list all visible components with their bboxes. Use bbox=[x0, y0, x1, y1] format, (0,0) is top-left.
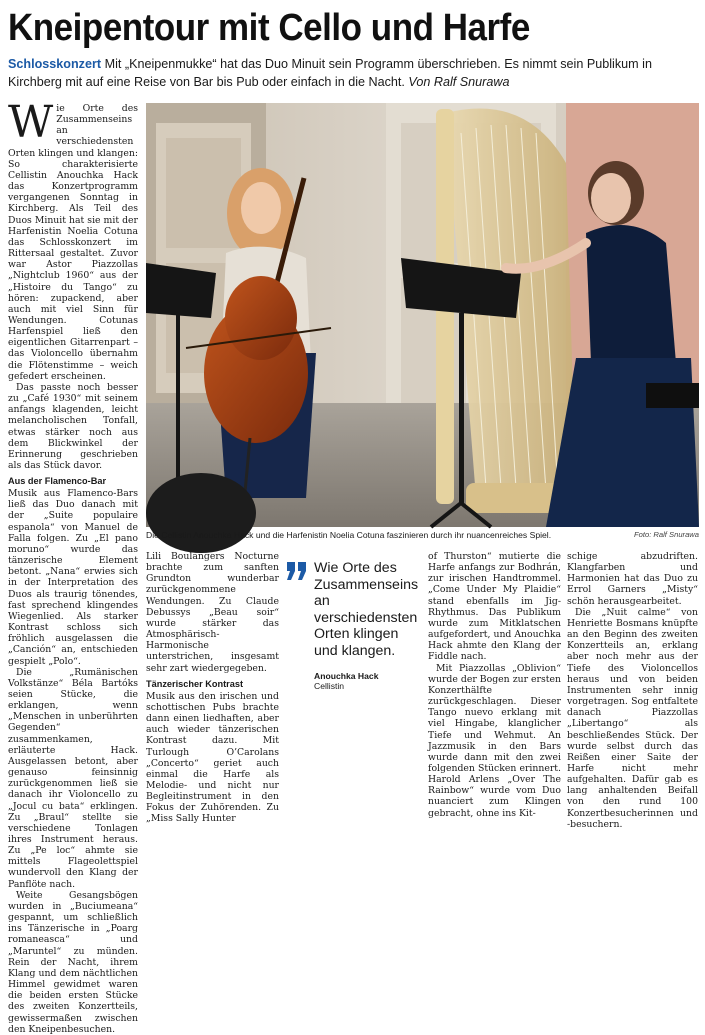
article-paragraph bbox=[8, 97, 138, 382]
pull-quote-role: Cellistin bbox=[314, 681, 345, 691]
article-paragraph: Das passte noch besser zu „Café 1930“ mit seinem anfangs klagenden, leicht melancholischen Tonfall, etwas stärker noch aus dem Blickwinkel der Erinnerung geschrieben als das Stück davor. bbox=[8, 381, 138, 471]
lead-author: Von Ralf Snurawa bbox=[408, 75, 510, 89]
article-paragraph: Die „Rumänischen Volkstänze“ Béla Bartóks seien Stücke, die erklangen, wenn „Menschen in unberührten Gegenden“ zusammenkamen, erläuterte Hack. Ausgelassen betont, aber genauso feinsinnig zurückgenommen ließ sie danach ihr Violoncello zu „Jocul cu bata“ erklingen. Zu „Braul“ stellte sie verschiedene Tonlagen ihres Instrument heraus. Zu „Pe loc“ ahmte sie mittels Flageolettspiel wundervoll den Klang der Panflöte nach. bbox=[8, 666, 138, 890]
subheading: Aus der Flamenco-Bar bbox=[8, 476, 107, 487]
article-paragraph: Lili Boulangers Nocturne brachte zum sanften Grundton wunderbar zurückgenommene Wendungen. Zu Claude Debussys „Beau soir“ wurde stärker das Atmosphärisch-Harmonische unterstrichen, insgesamt sehr zart wiedergegeben. bbox=[146, 551, 279, 674]
lead-kicker: Schlosskonzert bbox=[8, 57, 102, 71]
article-column-2 bbox=[146, 551, 279, 825]
photo-credit: Foto: Ralf Snurawa bbox=[634, 530, 699, 539]
article-paragraph: Die „Nuit calme“ von Henriette Bosmans knüpfte an den Beginn des zweiten Konzertteils an, erklang aber noch mehr aus der Tiefe des Violoncellos heraus und von beiden Instrumenten sehr innig vorgetragen. Sog entfaltete danach Piazzollas „Libertango“ als beschließendes Stück. Der wurde selbst durch das Reißen einer Saite der Harfe nicht mehr aufgehalten. Dafür gab es lang anhaltenden Beifall von den rund 100 Konzertbesucherinnen und -besuchern. bbox=[567, 606, 698, 830]
pull-quote-author: Anouchka Hack bbox=[314, 671, 379, 681]
article-paragraph: of Thurston“ mutierte die Harfe anfangs zur Bodhrán, zur irischen Handtrommel. „Come Under My Plaidie“ stand ebenfalls im Jig-Rhythmus. Das Publikum wurde zum Mitklatschen aufgefordert, und Anouchka Hack ahmte den Klang der Fiddle nach. bbox=[428, 551, 561, 663]
article-paragraph: Weite Gesangsbögen wurden in „Buciumeana“ gespannt, um schließlich ins Tänzerische in „Poarg romaneasca“ und „Maruntel“ zu münden. Rein der Nacht, ihrem Klang und dem nächtlichen Himmel gewidmet waren die beiden ersten Stücke des zweiten Konzertteils, gewissermaßen zwischen den Kneipenbesuchen. bbox=[8, 889, 138, 1035]
paragraph-text: ie Orte des Zusammenseins an verschiedensten Orten klingen und klangen: So charakterisierte Cellistin Anouchka Hack das Konzertprogramm vergangenen Sonntag in Kirchberg. Als Teil des Duos Minuit hat sie mit der Harfenistin Noelia Cotuna das Schlosskonzert im Rittersaal gestaltet. Zuvor war Astor Piazzollas „Nightclub 1960“ aus der „Histoire du Tango“ zu hören: zupackend, aber auch mit viel Sinn für Wendungen. Cotunas Harfenspiel ließ den eigentlichen Gitarrenpart – das Violoncello übernahm die Flötenstimme – weich gefedert erscheinen. bbox=[8, 103, 138, 382]
article-column-3 bbox=[428, 551, 561, 819]
article-paragraph: Musik aus Flamenco-Bars ließ das Duo danach mit der „Suite populaire espanola“ von Manuel de Falla folgen. Zu „El pano moruno“ wurde das tänzerische Element betont. „Nana“ erwies sich in der Interpretation des Duos als traurig tönendes, fast sprechend klingendes Wiegenlied. Als starker Kontrast schloss sich fröhlich ausgelassen die „Canción“ an, entschieden gespielt „Polo“. bbox=[8, 488, 138, 667]
subheading: Tänzerischer Kontrast bbox=[146, 678, 244, 689]
article-paragraph: Musik aus den irischen und schottischen Pubs brachte dann einen liedhaften, aber auch wieder tänzerischen Kontrast dazu. Mit Turlough O’Carolans „Concerto“ geriet auch einmal die Harfe als Melodie- und nicht nur Begleitinstrument in den Fokus der Zuhörenden. Zu „Miss Sally Hunter bbox=[146, 690, 279, 825]
lead-paragraph bbox=[8, 55, 700, 91]
article-paragraph: schige abzudriften. Klangfarben und Harmonien hat das Duo zu Errol Garners „Misty“ schön herausgearbeitet. bbox=[567, 551, 698, 607]
article-column-4 bbox=[567, 551, 698, 830]
pull-quote-text: Wie Orte des Zusammenseins an verschiedensten Orten klingen und klangen. bbox=[314, 560, 419, 659]
headline: Kneipentour mit Cello und Harfe bbox=[8, 7, 530, 49]
pull-quote bbox=[286, 560, 422, 710]
drop-cap: W bbox=[8, 97, 54, 148]
concert-photo bbox=[146, 103, 699, 527]
lead-text: Mit „Kneipenmukke“ hat das Duo Minuit sein Programm überschrieben. Es nimmt sein Publikum in Kirchberg mit auf eine Reise von Bar bis Pub oder einfach in die Nacht. bbox=[8, 57, 652, 89]
concert-photo-illustration bbox=[146, 103, 699, 527]
article-paragraph: Mit Piazzollas „Oblivion“ wurde der Bogen zur ersten Konzerthälfte zurückgeschlagen. Dieser Tango nuevo erklang mit viel Hingabe, klanglicher Tiefe und Wehmut. An Jazzmusik in den Bars wurde dann mit den zwei folgenden Stücken erinnert. Harold Arlens „Over The Rainbow“ wurde vom Duo nuanciert zum Klingen gebracht, ohne ins Kit- bbox=[428, 662, 561, 819]
article-column-1 bbox=[8, 97, 138, 1035]
photo-caption: Die Cellistin Anouchka Hack und die Harfenistin Noelia Cotuna faszinieren durch ihr nuancenreiches Spiel. bbox=[146, 530, 552, 540]
quotation-mark-icon bbox=[286, 562, 308, 582]
